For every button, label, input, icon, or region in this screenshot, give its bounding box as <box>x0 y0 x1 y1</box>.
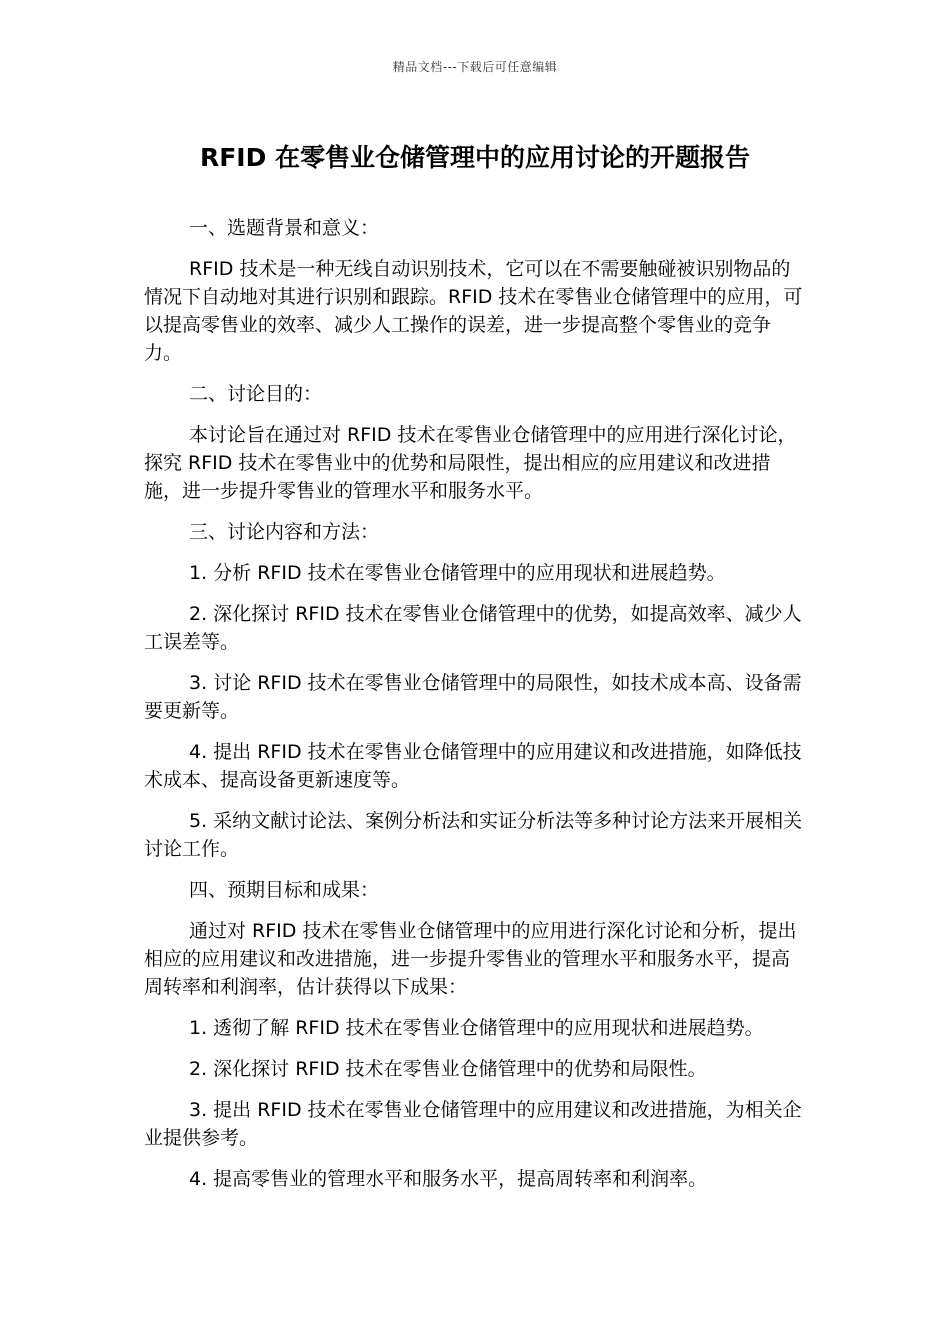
section-heading-outcomes: 四、预期目标和成果： <box>189 879 380 901</box>
section-heading-purpose: 二、讨论目的： <box>189 383 323 405</box>
paragraph-outcomes: 通过对 RFID 技术在零售业仓储管理中的应用进行深化讨论和分析，提出相应的应用建议和改进措施，进一步提升零售业的管理水平和服务水平，提高周转率和利润率，估计获得以下成果： <box>144 920 797 998</box>
list-item-method-1: 1. 分析 RFID 技术在零售业仓储管理中的应用现状和进展趋势。 <box>189 562 726 584</box>
list-item-method-4: 4. 提出 RFID 技术在零售业仓储管理中的应用建议和改进措施，如降低技术成本、提高设备更新速度等。 <box>144 741 802 791</box>
list-item-method-3: 3. 讨论 RFID 技术在零售业仓储管理中的局限性，如技术成本高、设备需要更新等。 <box>144 672 802 722</box>
paragraph-purpose: 本讨论旨在通过对 RFID 技术在零售业仓储管理中的应用进行深化讨论，探究 RFID 技术在零售业中的优势和局限性，提出相应的应用建议和改进措施，进一步提升零售业的管理水平和服务水平。 <box>144 424 797 502</box>
section-heading-methods: 三、讨论内容和方法： <box>189 521 380 543</box>
list-item-outcome-3: 3. 提出 RFID 技术在零售业仓储管理中的应用建议和改进措施，为相关企业提供参考。 <box>144 1099 802 1149</box>
paragraph-background: RFID 技术是一种无线自动识别技术，它可以在不需要触碰被识别物品的情况下自动地对其进行识别和跟踪。RFID 技术在零售业仓储管理中的应用，可以提高零售业的效率、减少人工操作的误差，进一步提高整个零售业的竞争力。 <box>144 258 803 364</box>
list-item-outcome-1: 1. 透彻了解 RFID 技术在零售业仓储管理中的应用现状和进展趋势。 <box>189 1017 764 1039</box>
header-note: 精品文档---下载后可任意编辑 <box>392 60 558 74</box>
document-body <box>144 214 808 1206</box>
document-title: RFID 在零售业仓储管理中的应用讨论的开题报告 <box>199 143 751 172</box>
list-item-method-5: 5. 采纳文献讨论法、案例分析法和实证分析法等多种讨论方法来开展相关讨论工作。 <box>144 810 803 860</box>
list-item-method-2: 2. 深化探讨 RFID 技术在零售业仓储管理中的优势，如提高效率、减少人工误差等。 <box>144 603 802 653</box>
section-heading-background: 一、选题背景和意义： <box>189 217 380 239</box>
list-item-outcome-2: 2. 深化探讨 RFID 技术在零售业仓储管理中的优势和局限性。 <box>189 1058 707 1080</box>
list-item-outcome-4: 4. 提高零售业的管理水平和服务水平，提高周转率和利润率。 <box>189 1168 708 1190</box>
